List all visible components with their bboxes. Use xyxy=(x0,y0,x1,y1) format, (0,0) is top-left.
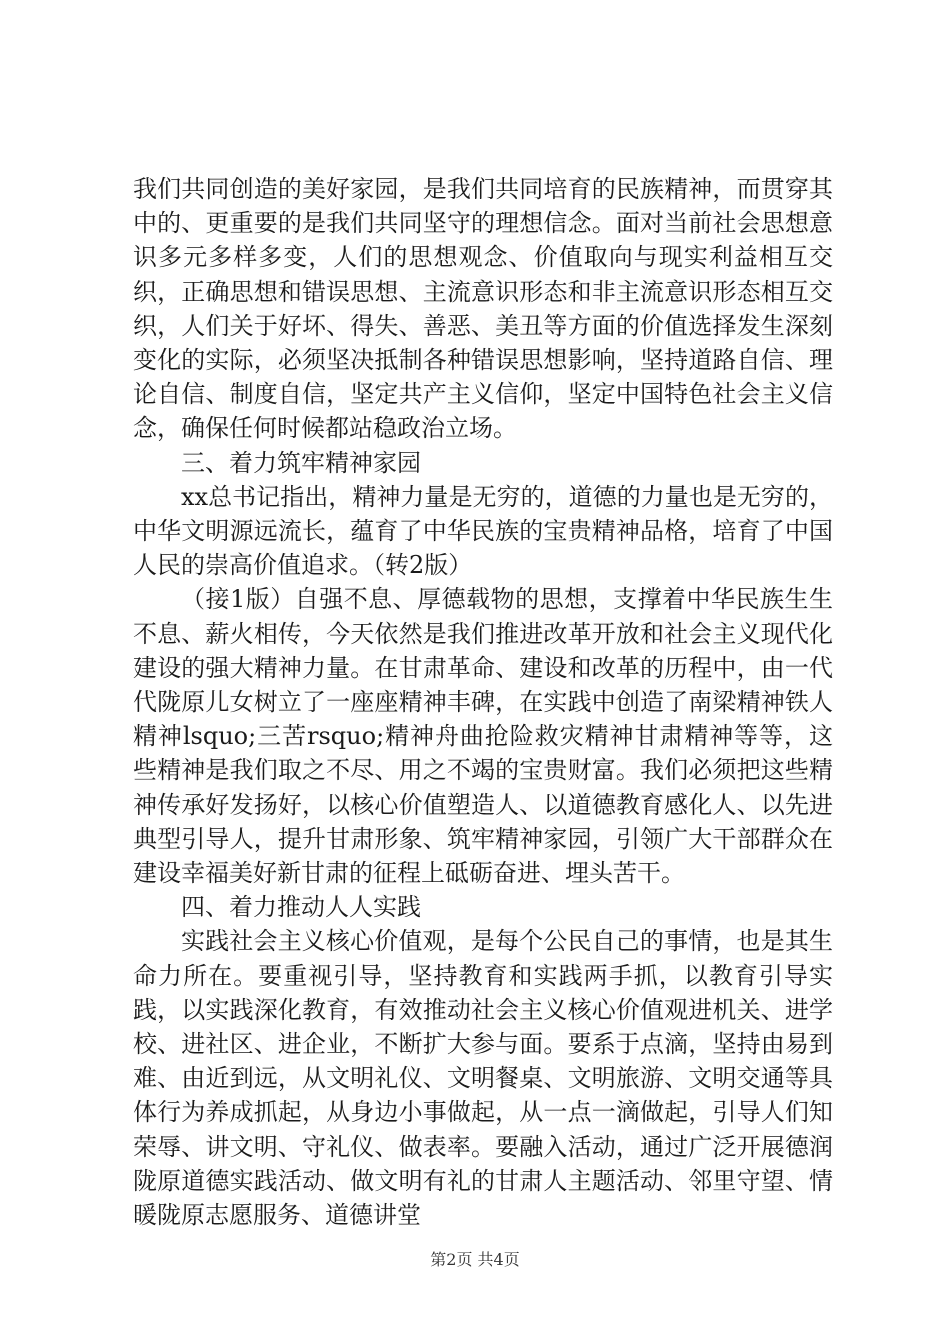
page-number-footer: 第2页 共4页 xyxy=(430,1250,520,1269)
body-paragraph: 我们共同创造的美好家园，是我们共同培育的民族精神，而贯穿其中的、更重要的是我们共同坚守的理想信念。面对当前社会思想意识多元多样多变，人们的思想观念、价值取向与现实利益相互交织，正确思想和错误思想、主流意识形态和非主流意识形态相互交织，人们关于好坏、得失、善恶、美丑等方面的价值选择发生深刻变化的实际，必须坚决抵制各种错误思想影响，坚持道路自信、理论自信、制度自信，坚定共产主义信仰，坚定中国特色社会主义信念，确保任何时候都站稳政治立场。 xyxy=(133,175,833,443)
section-heading: 三、着力筑牢精神家园 xyxy=(181,448,421,477)
body-paragraph: xx总书记指出，精神力量是无穷的，道德的力量也是无穷的，中华文明源远流长，蕴育了中华民族的宝贵精神品格，培育了中国人民的崇高价值追求。（转2版） xyxy=(133,482,833,580)
section-heading: 四、着力推动人人实践 xyxy=(181,893,421,922)
body-paragraph: （接1版）自强不息、厚德载物的思想，支撑着中华民族生生不息、薪火相传，今天依然是我们推进改革开放和社会主义现代化建设的强大精神力量。在甘肃革命、建设和改革的历程中，由一代代陇原儿女树立了一座座精神丰碑，在实践中创造了南梁精神铁人精神lsquo;三苦rsquo;精神舟曲抢险救灾精神甘肃精神等等，这些精神是我们取之不尽、用之不竭的宝贵财富。我们必须把这些精神传承好发扬好，以核心价值塑造人、以道德教育感化人、以先进典型引导人，提升甘肃形象、筑牢精神家园，引领广大干部群众在建设幸福美好新甘肃的征程上砥砺奋进、埋头苦干。 xyxy=(133,585,833,888)
body-paragraph: 实践社会主义核心价值观，是每个公民自己的事情，也是其生命力所在。要重视引导，坚持教育和实践两手抓，以教育引导实践，以实践深化教育，有效推动社会主义核心价值观进机关、进学校、进社区、进企业，不断扩大参与面。要系于点滴，坚持由易到难、由近到远，从文明礼仪、文明餐桌、文明旅游、文明交通等具体行为养成抓起，从身边小事做起，从一点一滴做起，引导人们知荣辱、讲文明、守礼仪、做表率。要融入活动，通过广泛开展德润陇原道德实践活动、做文明有礼的甘肃人主题活动、邻里守望、情暖陇原志愿服务、道德讲堂 xyxy=(133,927,833,1230)
document-body xyxy=(133,172,833,1232)
